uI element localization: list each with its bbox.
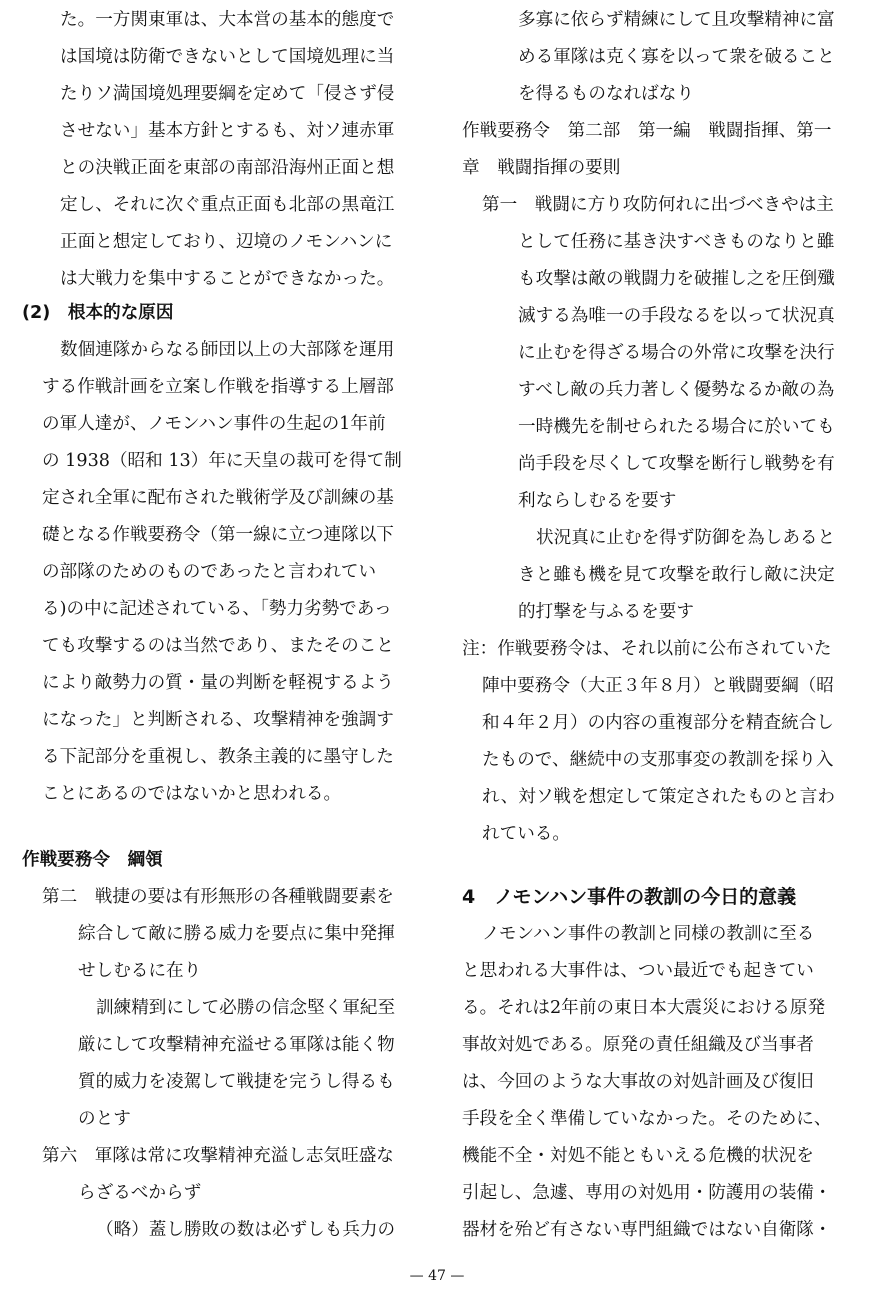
text-line: させない」基本方針とするも、対ソ連赤軍 (60, 121, 395, 141)
text-line: は大戦力を集中することができなかった。 (60, 269, 395, 289)
text-line: せしむるに在り (78, 961, 202, 981)
text-line: 陣中要務令（大正３年８月）と戦闘要綱（昭 (482, 676, 834, 696)
text-line: 注：作戦要務令は、それ以前に公布されていた (462, 639, 832, 659)
text-line: れている。 (482, 824, 570, 844)
page-number: — 47 — (409, 1268, 465, 1284)
text-line: になった」と判断される、攻撃精神を強調す (42, 710, 394, 730)
text-line: れ、対ソ戦を想定して策定されたものと言わ (482, 787, 835, 807)
section-heading: 作戦要務令 綱領 (22, 850, 163, 870)
text-line: 器材を殆ど有さない専門組織ではない自衛隊・ (462, 1220, 832, 1240)
text-line: の 1938（昭和 13）年に天皇の裁可を得て制 (42, 451, 402, 471)
text-line: 状況真に止むを得ず防御を為しあると (536, 528, 836, 548)
text-line: により敵勢力の質・量の判断を軽視するよう (42, 673, 394, 693)
text-line: 礎となる作戦要務令（第一線に立つ連隊以下 (42, 525, 394, 545)
text-line: る)の中に記述されている、「勢力劣勢であっ (42, 599, 392, 619)
text-line: 尚手段を尽くして攻撃を断行し戦勢を有 (518, 454, 835, 474)
text-line: 第一 戦闘に方り攻防何れに出づべきやは主 (482, 195, 834, 215)
text-line: 的打撃を与ふるを要す (518, 602, 694, 622)
text-line: の部隊のためのものであったと言われてい (42, 562, 377, 582)
text-line: きと雖も機を見て攻撃を敢行し敵に決定 (518, 565, 835, 585)
text-line: 多寡に依らず精練にして且攻撃精神に富 (518, 10, 835, 30)
text-line: 数個連隊からなる師団以上の大部隊を運用 (60, 340, 395, 360)
text-line: た。一方関東軍は、大本営の基本的態度で (60, 10, 395, 30)
text-line: 正面と想定しており、辺境のノモンハンに (60, 232, 393, 252)
text-line: 和４年２月）の内容の重複部分を精査統合し (482, 713, 834, 733)
text-line: ことにあるのではないかと思われる。 (42, 784, 342, 804)
text-line: は国境は防衛できないとして国境処理に当 (60, 47, 395, 67)
text-line: る。それは2年前の東日本大震災における原発 (462, 998, 826, 1018)
text-line: 定し、それに次ぐ重点正面も北部の黒竜江 (60, 195, 395, 215)
text-line: として任務に基き決すべきものなりと雖 (518, 232, 835, 252)
text-line: 利ならしむるを要す (518, 491, 677, 511)
section-heading: 4 ノモンハン事件の教訓の今日的意義 (462, 886, 797, 908)
text-line: 一時機先を制せられたる場合に於いても (518, 417, 835, 437)
text-line: 訓練精到にして必勝の信念堅く軍紀至 (96, 998, 396, 1018)
text-line: 機能不全・対処不能ともいえる危機的状況を (462, 1146, 814, 1166)
text-line: する作戦計画を立案し作戦を指導する上層部 (42, 377, 394, 397)
text-line: 第六 軍隊は常に攻撃精神充溢し志気旺盛な (42, 1146, 394, 1166)
text-line: ても攻撃するのは当然であり、またそのこと (42, 636, 394, 656)
text-line: ノモンハン事件の教訓と同様の教訓に至る (482, 924, 815, 944)
text-line: 滅する為唯一の手段なるを以って状況真 (518, 306, 835, 326)
text-line: たもので、継続中の支那事変の教訓を採り入 (482, 750, 834, 770)
text-line: の軍人達が、ノモンハン事件の生起の1年前 (42, 414, 386, 434)
text-line: のとす (78, 1109, 131, 1129)
text-line: 手段を全く準備していなかった。そのために、 (462, 1109, 832, 1129)
text-line: 厳にして攻撃精神充溢せる軍隊は能く物 (78, 1035, 395, 1055)
text-line: と思われる大事件は、つい最近でも起きてい (462, 961, 814, 981)
text-line: 章 戦闘指揮の要則 (462, 158, 621, 178)
text-line: を得るものなればなり (518, 84, 694, 104)
text-line: すべし敵の兵力著しく優勢なるか敵の為 (518, 380, 835, 400)
text-line: める軍隊は克く寡を以って衆を破ること (518, 47, 835, 67)
text-line: 定され全軍に配布された戦術学及び訓練の基 (42, 488, 394, 508)
text-line: は、今回のような大事故の対処計画及び復旧 (462, 1072, 814, 1092)
section-heading: (2) 根本的な原因 (22, 303, 174, 323)
text-line: たりソ満国境処理要綱を定めて「侵さず侵 (60, 84, 395, 104)
text-line: 第二 戦捷の要は有形無形の各種戦闘要素を (42, 887, 394, 907)
text-line: 引起し、急遽、専用の対処用・防護用の装備・ (462, 1183, 832, 1203)
text-line: らざるべからず (78, 1183, 202, 1203)
text-line: （略）蓋し勝敗の数は必ずしも兵力の (96, 1220, 396, 1240)
text-line: との決戦正面を東部の南部沿海州正面と想 (60, 158, 395, 178)
text-line: 質的威力を凌駕して戦捷を完うし得るも (78, 1072, 395, 1092)
text-line: に止むを得ざる場合の外常に攻撃を決行 (518, 343, 835, 363)
text-line: 綜合して敵に勝る威力を要点に集中発揮 (78, 924, 395, 944)
text-line: る下記部分を重視し、教条主義的に墨守した (42, 747, 394, 767)
text-line: 作戦要務令 第二部 第一編 戦闘指揮、第一 (462, 121, 832, 141)
text-line: も攻撃は敵の戦闘力を破摧し之を圧倒殲 (518, 269, 835, 289)
text-line: 事故対処である。原発の責任組織及び当事者 (462, 1035, 814, 1055)
